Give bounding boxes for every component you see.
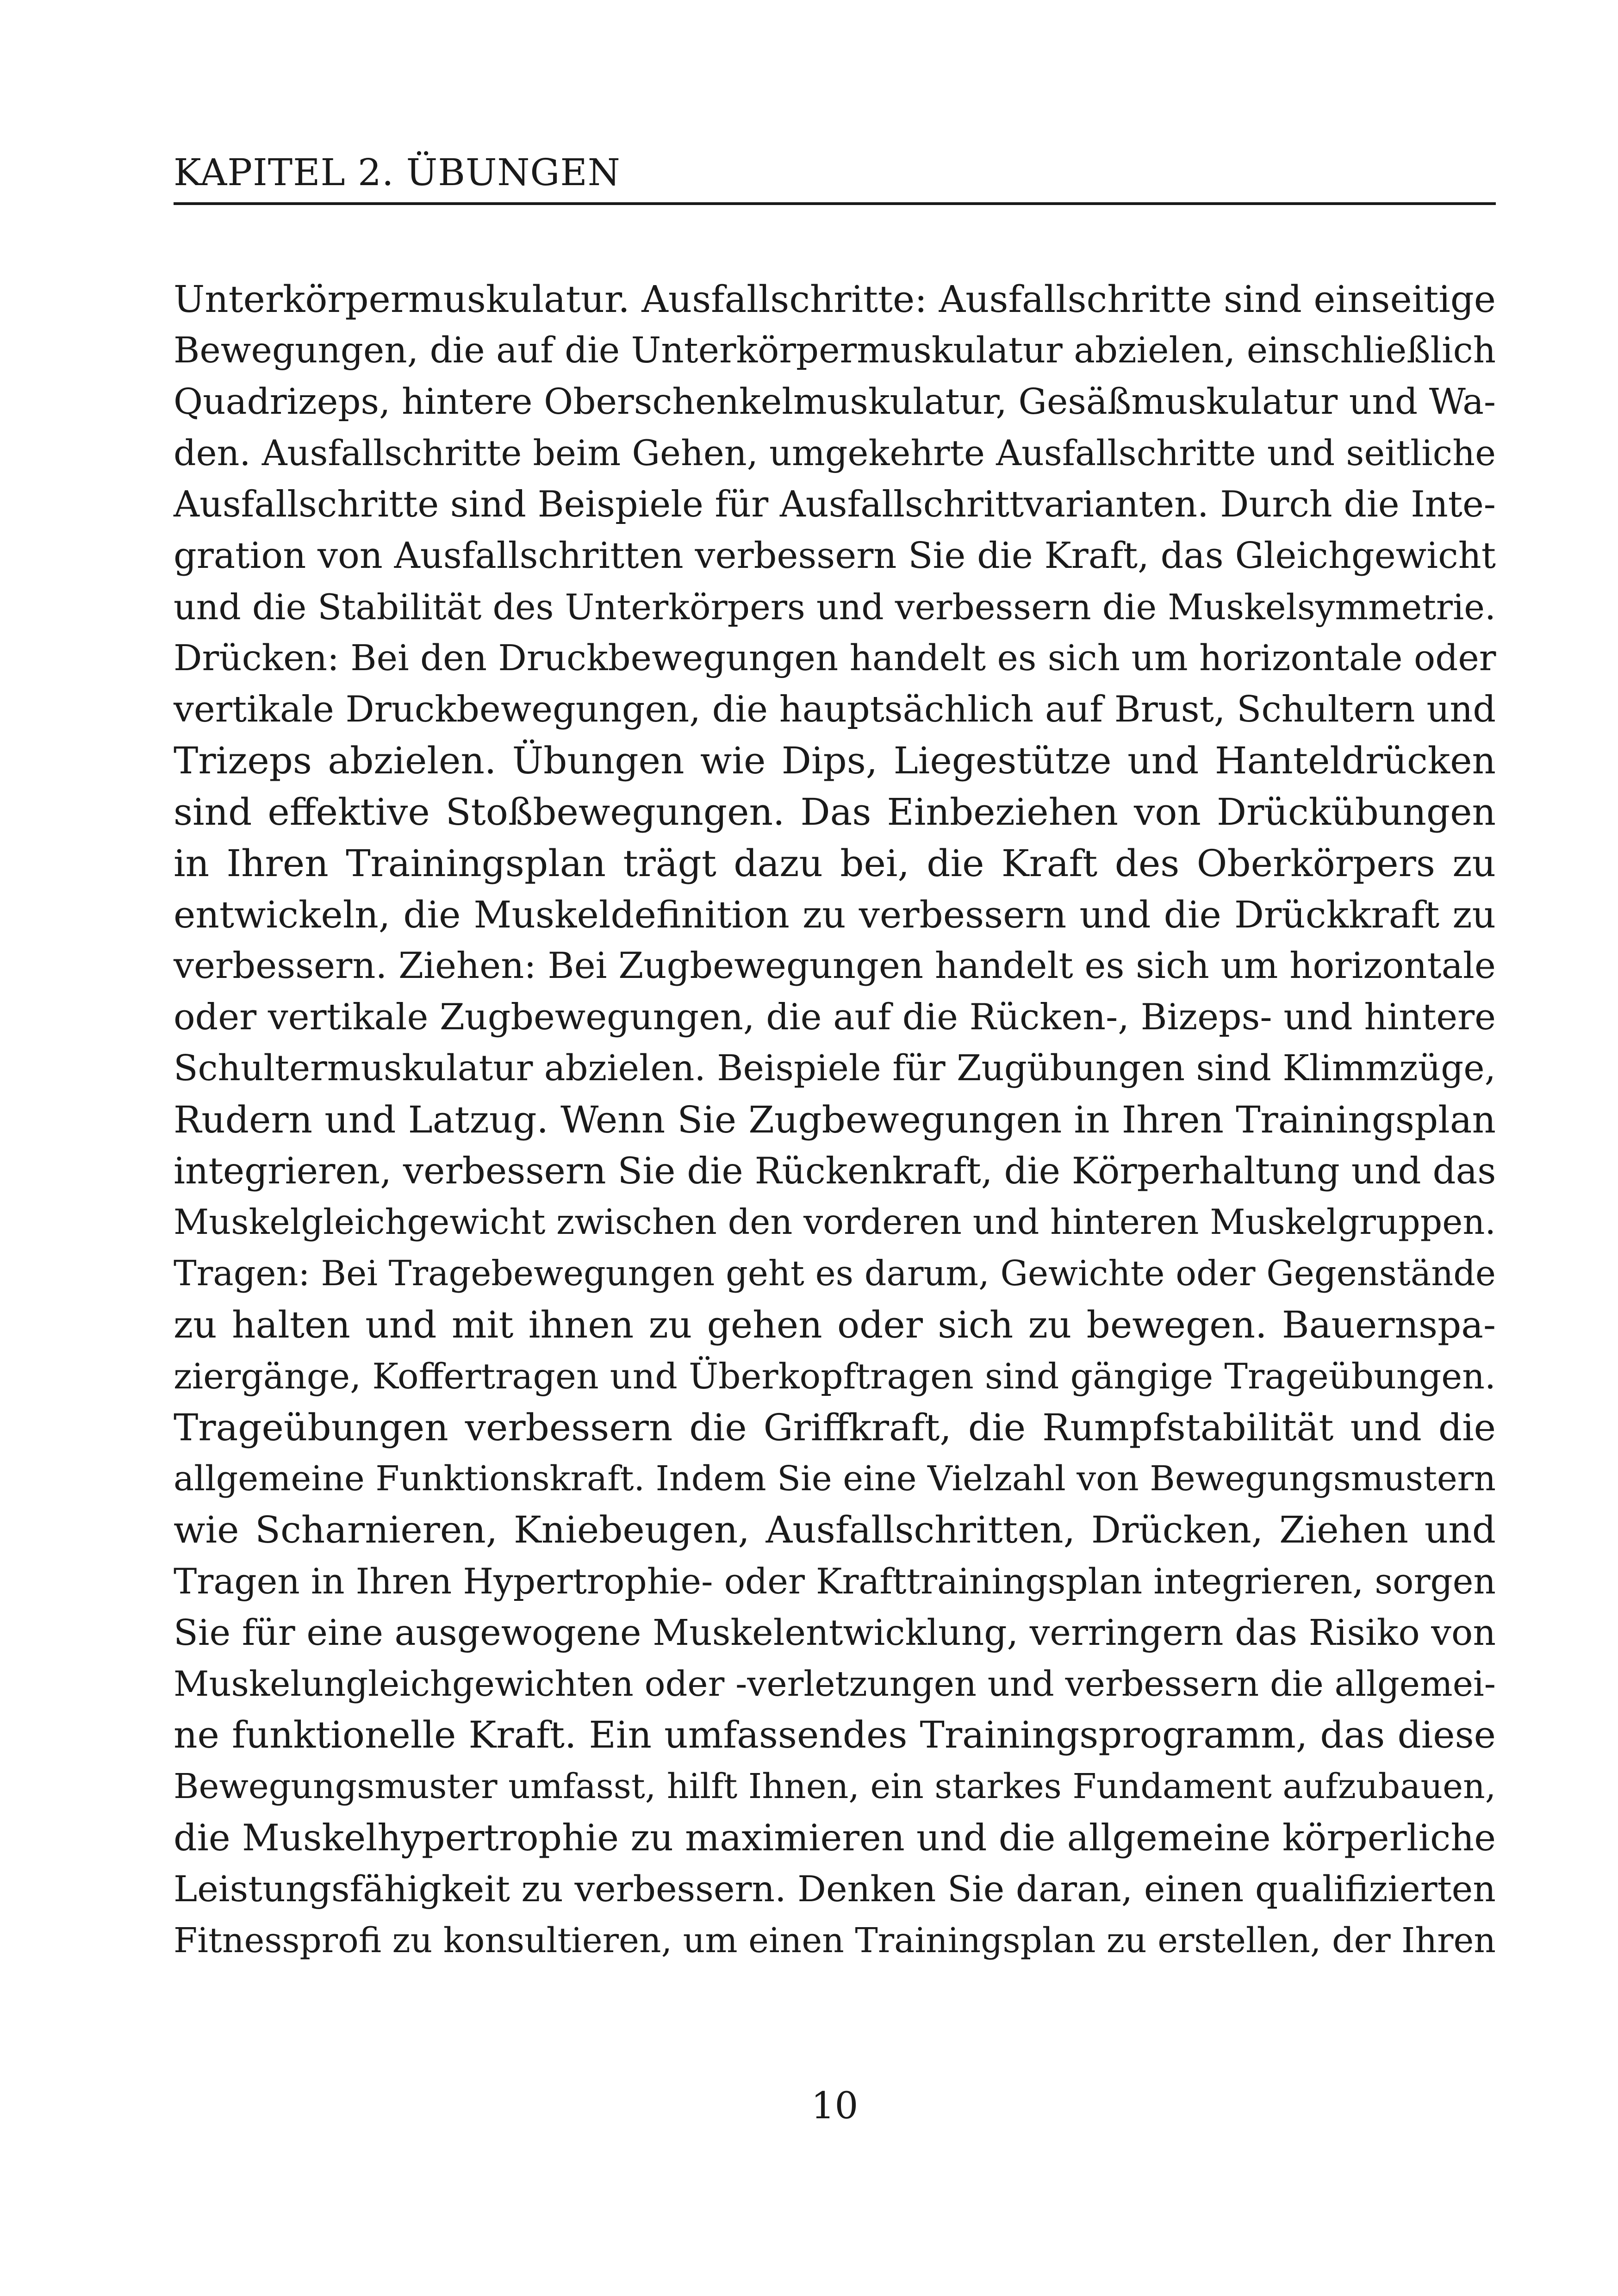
header-rule	[174, 202, 1496, 205]
text-line: Bewegungen, die auf die Unterkörpermuskulatur abzielen, einschließlich	[174, 330, 1496, 371]
body-text	[174, 274, 1496, 1966]
text-line: Unterkörpermuskulatur. Ausfallschritte: Ausfallschritte sind einseitige	[174, 278, 1496, 321]
text-line: Tragen in Ihren Hypertrophie- oder Krafttrainingsplan integrieren, sorgen	[174, 1561, 1496, 1602]
text-line: in Ihren Trainingsplan trägt dazu bei, die Kraft des Oberkörpers zu	[174, 841, 1496, 885]
text-line: Tragen: Bei Tragebewegungen geht es darum, Gewichte oder Gegenstände	[174, 1253, 1496, 1294]
running-header: KAPITEL 2. ÜBUNGEN	[174, 151, 621, 194]
text-line: Muskelgleichgewicht zwischen den vorderen und hinteren Muskelgruppen.	[174, 1202, 1496, 1243]
text-line: Muskelungleichgewichten oder -verletzungen und verbessern die allgemei-	[174, 1663, 1496, 1704]
text-line: oder vertikale Zugbewegungen, die auf die Rücken-, Bizeps- und hintere	[174, 996, 1496, 1039]
text-line: Fitnessprofi zu konsultieren, um einen Trainingsplan zu erstellen, der Ihren	[174, 1920, 1496, 1960]
page-number: 10	[811, 2084, 859, 2127]
text-line: ne funktionelle Kraft. Ein umfassendes Trainingsprogramm, das diese	[174, 1713, 1496, 1757]
text-line: vertikale Druckbewegungen, die hauptsächlich auf Brust, Schultern und	[174, 689, 1496, 731]
text-line: Bewegungsmuster umfasst, hilft Ihnen, ein starkes Fundament aufzubauen,	[174, 1767, 1496, 1807]
text-line: Trageübungen verbessern die Griffkraft, die Rumpfstabilität und die	[174, 1406, 1496, 1449]
text-line: wie Scharnieren, Kniebeugen, Ausfallschritten, Drücken, Ziehen und	[174, 1508, 1496, 1552]
text-line: Quadrizeps, hintere Oberschenkelmuskulatur, Gesäßmuskulatur und Wa-	[174, 381, 1496, 423]
text-line: den. Ausfallschritte beim Gehen, umgekehrte Ausfallschritte und seitliche	[174, 433, 1496, 474]
text-line: Drücken: Bei den Druckbewegungen handelt es sich um horizontale oder	[174, 637, 1496, 679]
text-line: Sie für eine ausgewogene Muskelentwicklung, verringern das Risiko von	[174, 1612, 1496, 1654]
text-line: Ausfallschritte sind Beispiele für Ausfallschrittvarianten. Durch die Inte-	[174, 484, 1496, 526]
text-line: Trizeps abzielen. Übungen wie Dips, Liegestütze und Hanteldrücken	[174, 739, 1496, 783]
text-line: Schultermuskulatur abzielen. Beispiele für Zugübungen sind Klimmzüge,	[174, 1047, 1496, 1089]
text-line: die Muskelhypertrophie zu maximieren und die allgemeine körperliche	[174, 1816, 1496, 1859]
text-line: ziergänge, Koffertragen und Überkopftragen sind gängige Trageübungen.	[174, 1356, 1496, 1397]
text-line: allgemeine Funktionskraft. Indem Sie eine Vielzahl von Bewegungsmustern	[174, 1458, 1496, 1499]
text-line: sind effektive Stoßbewegungen. Das Einbeziehen von Drückübungen	[174, 790, 1496, 834]
text-line: zu halten und mit ihnen zu gehen oder sich zu bewegen. Bauernspa-	[174, 1303, 1496, 1346]
text-line: Leistungsfähigkeit zu verbessern. Denken Sie daran, einen qualifizierten	[174, 1868, 1496, 1910]
text-line: entwickeln, die Muskeldefinition zu verbessern und die Drückkraft zu	[174, 893, 1496, 936]
text-line: Rudern und Latzug. Wenn Sie Zugbewegungen in Ihren Trainingsplan	[174, 1098, 1496, 1141]
text-line: integrieren, verbessern Sie die Rückenkraft, die Körperhaltung und das	[174, 1150, 1496, 1192]
text-line: verbessern. Ziehen: Bei Zugbewegungen handelt es sich um horizontale	[174, 945, 1496, 987]
text-line: und die Stabilität des Unterkörpers und verbessern die Muskelsymmetrie.	[174, 586, 1496, 628]
text-line: gration von Ausfallschritten verbessern Sie die Kraft, das Gleichgewicht	[174, 535, 1496, 577]
